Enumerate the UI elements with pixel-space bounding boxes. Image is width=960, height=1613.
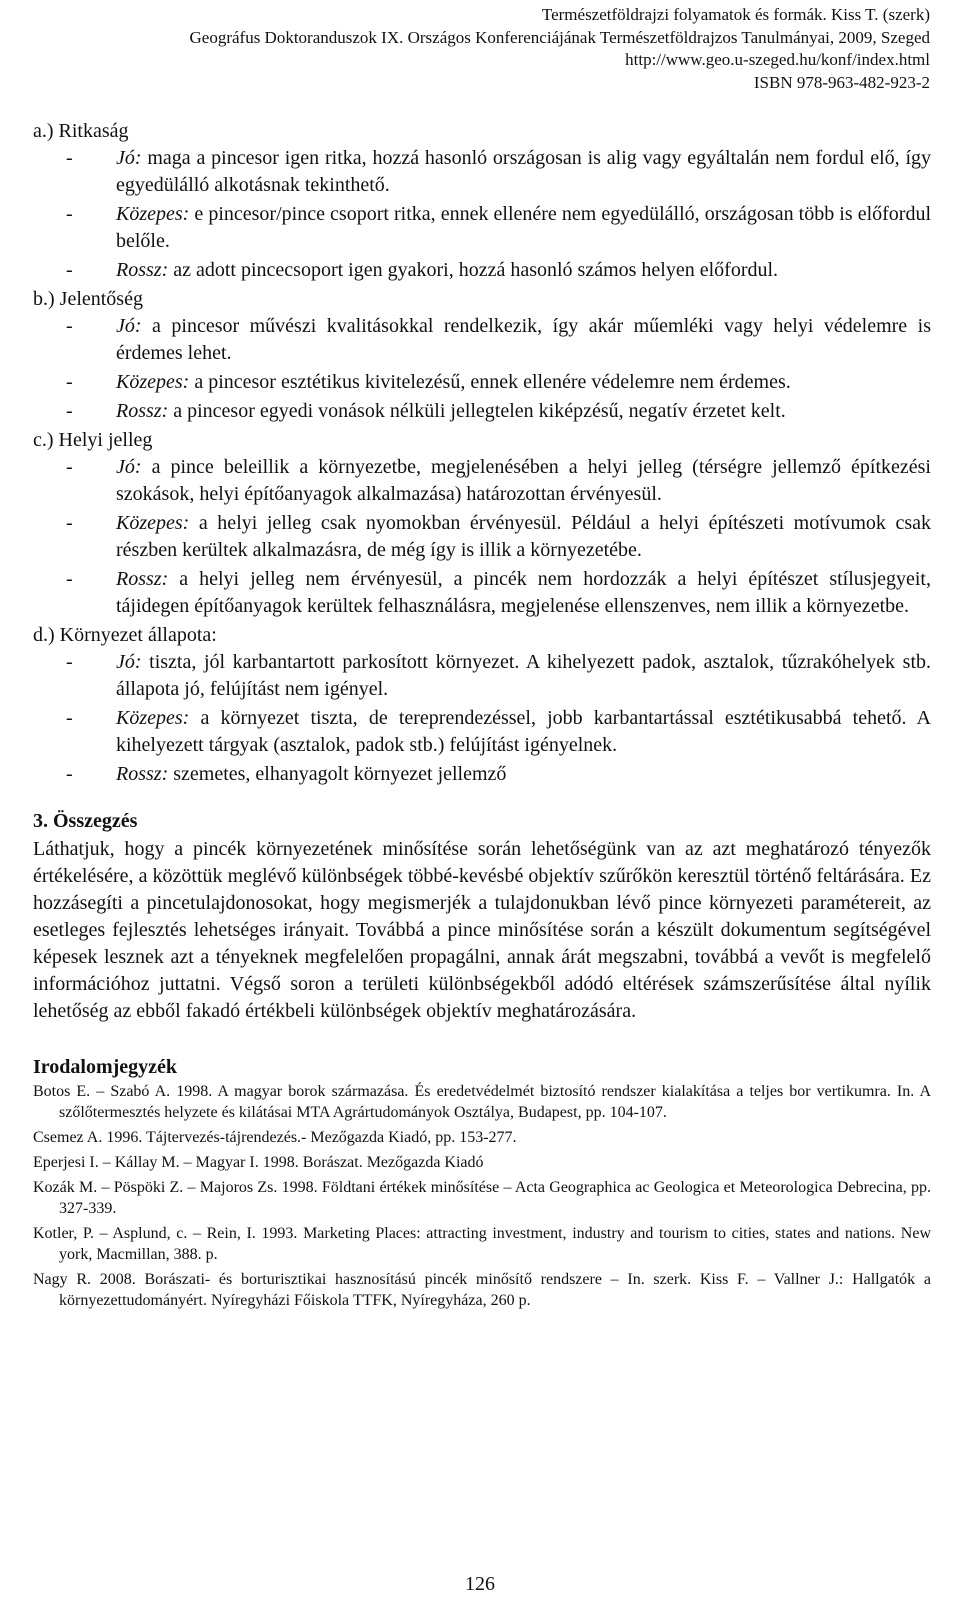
rating-level: Rossz: [116,259,169,281]
section-label: d.) Környezet állapota: [33,624,217,646]
criteria-text: szemetes, elhanyagolt környezet jellemző [168,763,507,785]
criteria-list [33,454,931,620]
list-dash: - [66,315,73,337]
reference-item: Botos E. – Szabó A. 1998. A magyar borok származása. És eredetvédelmét biztosító rendszer kialakítása a teljes bor vertikumra. In. A szőlőtermesztés helyzete és kilátásai MTA Agrártudományok Osztálya, Budapest, pp. 104-107. [33,1083,931,1121]
references-heading: Irodalomjegyzék [33,1056,178,1078]
list-dash: - [66,371,73,393]
reference-item: Csemez A. 1996. Tájtervezés-tájrendezés.- Mezőgazda Kiadó, pp. 153-277. [33,1129,517,1146]
rating-level: Jó: [116,315,142,337]
list-dash: - [66,568,73,590]
reference-item: Nagy R. 2008. Borászati- és borturisztikai hasznosítású pincék minősítő rendszere – In. szerk. Kiss F. – Vallner J.: Hallgatók a környezettudományért. Nyíregyházi Főiskola TTFK, Nyíregyháza, 260 p. [33,1271,931,1309]
list-dash: - [66,512,73,534]
header-title: Természetföldrajzi folyamatok és formák. Kiss T. (szerk) [541,5,930,24]
criteria-item [33,454,931,508]
rating-level: Közepes: [116,707,190,729]
criteria-item [33,398,931,425]
list-dash: - [66,203,73,225]
criteria-text: az adott pincecsoport igen gyakori, hozzá hasonló számos helyen előfordul. [168,259,779,281]
criteria-item [33,705,931,759]
rating-level: Közepes: [116,203,190,225]
list-dash: - [66,763,73,785]
reference-item: Eperjesi I. – Kállay M. – Magyar I. 1998. Borászat. Mezőgazda Kiadó [33,1154,484,1171]
criteria-item [33,145,931,199]
criteria-list [33,145,931,284]
criteria-text: a környezet tiszta, de tereprendezéssel, jobb karbantartással esztétikusabbá tehető. A kihelyezett tárgyak (asztalok, padok stb.) felújítást igényelnek. [116,707,931,756]
section-label: c.) Helyi jelleg [33,429,153,451]
criteria-text: a pincesor esztétikus kivitelezésű, ennek ellenére védelemre nem érdemes. [189,371,791,393]
header-url: http://www.geo.u-szeged.hu/konf/index.html [625,50,930,69]
criteria-text: a pincesor egyedi vonások nélküli jellegtelen kiképzésű, negatív érzetet kelt. [168,400,786,422]
reference-item: Kozák M. – Pöspöki Z. – Majoros Zs. 1998. Földtani értékek minősítése – Acta Geographica ac Geologica et Meteorologica Debrecina, pp. 327-339. [33,1179,931,1217]
page-number: 126 [465,1573,495,1595]
section-label: a.) Ritkaság [33,120,129,142]
list-dash: - [66,147,73,169]
list-dash: - [66,651,73,673]
criteria-item [33,649,931,703]
reference-item: Kotler, P. – Asplund, c. – Rein, I. 1993. Marketing Places: attracting investment, industry and tourism to cities, states and nations. New york, Macmillan, 388. p. [33,1225,931,1263]
criteria-item [33,257,931,284]
criteria-sections [33,118,931,788]
rating-level: Közepes: [116,512,190,534]
criteria-item [33,761,931,788]
list-dash: - [66,456,73,478]
summary-heading: 3. Összegzés [33,810,138,832]
list-dash: - [66,707,73,729]
section-label: b.) Jelentőség [33,288,143,310]
rating-level: Jó: [116,651,142,673]
rating-level: Rossz: [116,763,169,785]
running-header [190,4,931,94]
criteria-text: a helyi jelleg csak nyomokban érvényesül. Például a helyi építészeti motívumok csak részben kerültek alkalmazásra, de még így is illik a környezetébe. [116,512,931,561]
rating-level: Jó: [116,147,142,169]
reference-list [33,1081,931,1311]
rating-level: Közepes: [116,371,190,393]
criteria-item [33,369,931,396]
criteria-text: e pincesor/pince csoport ritka, ennek ellenére nem egyedülálló, országosan több is előfordul belőle. [116,203,931,252]
criteria-text: maga a pincesor igen ritka, hozzá hasonló országosan is alig vagy egyáltalán nem fordul elő, így egyedülálló alkotásnak tekinthető. [116,147,931,196]
criteria-list [33,313,931,425]
criteria-item [33,566,931,620]
list-dash: - [66,400,73,422]
criteria-text: a pince beleillik a környezetbe, megjelenésében a helyi jelleg (térségre jellemző építkezési szokások, helyi építőanyagok alkalmazása) határozottan érvényesül. [116,456,931,505]
rating-level: Rossz: [116,400,169,422]
criteria-text: a pincesor művészi kvalitásokkal rendelkezik, így akár műemléki vagy helyi védelemre is érdemes lehet. [116,315,931,364]
criteria-item [33,201,931,255]
header-isbn: ISBN 978-963-482-923-2 [753,72,930,92]
criteria-list [33,649,931,788]
rating-level: Rossz: [116,568,169,590]
criteria-item [33,510,931,564]
criteria-text: tiszta, jól karbantartott parkosított környezet. A kihelyezett padok, asztalok, tűzrakóhelyek stb. állapota jó, felújítást nem igényel. [116,651,931,700]
criteria-item [33,313,931,367]
header-conference: Geográfus Doktoranduszok IX. Országos Konferenciájának Természetföldrajzos Tanulmányai, 2009, Szeged [189,27,930,47]
criteria-text: a helyi jelleg nem érvényesül, a pincék nem hordozzák a helyi építészet stílusjegyeit, tájidegen építőanyagok kerültek felhasználásra, megjelenése ellenszenves, nem illik a környezetbe. [116,568,931,617]
page-content [33,118,931,1315]
list-dash: - [66,259,73,281]
summary-paragraph: Láthatjuk, hogy a pincék környezetének minősítése során lehetőségünk van az azt meghatározó tényezők értékelésére, a közöttük meglévő különbségek többé-kevésbé objektív szűrőkön keresztül történő feltárására. Ez hozzásegíti a pincetulajdonosokat, hogy megismerjék a tulajdonukban lévő pince környezeti paramétereit, az esetleges fejlesztés lehetséges irányait. Továbbá a pince minősítése során a készült dokumentum segítségével képesek lesznek azt a tényeknek megfelelően propagálni, annak árát megszabni, továbbá a vevőt is megfelelő információhoz juttatni. Végső soron a területi különbségekből adódó eltérések számszerűsítése által nyílik lehetőség az ebből fakadó értékbeli különbségek objektív meghatározására. [33,838,931,1022]
rating-level: Jó: [116,456,142,478]
